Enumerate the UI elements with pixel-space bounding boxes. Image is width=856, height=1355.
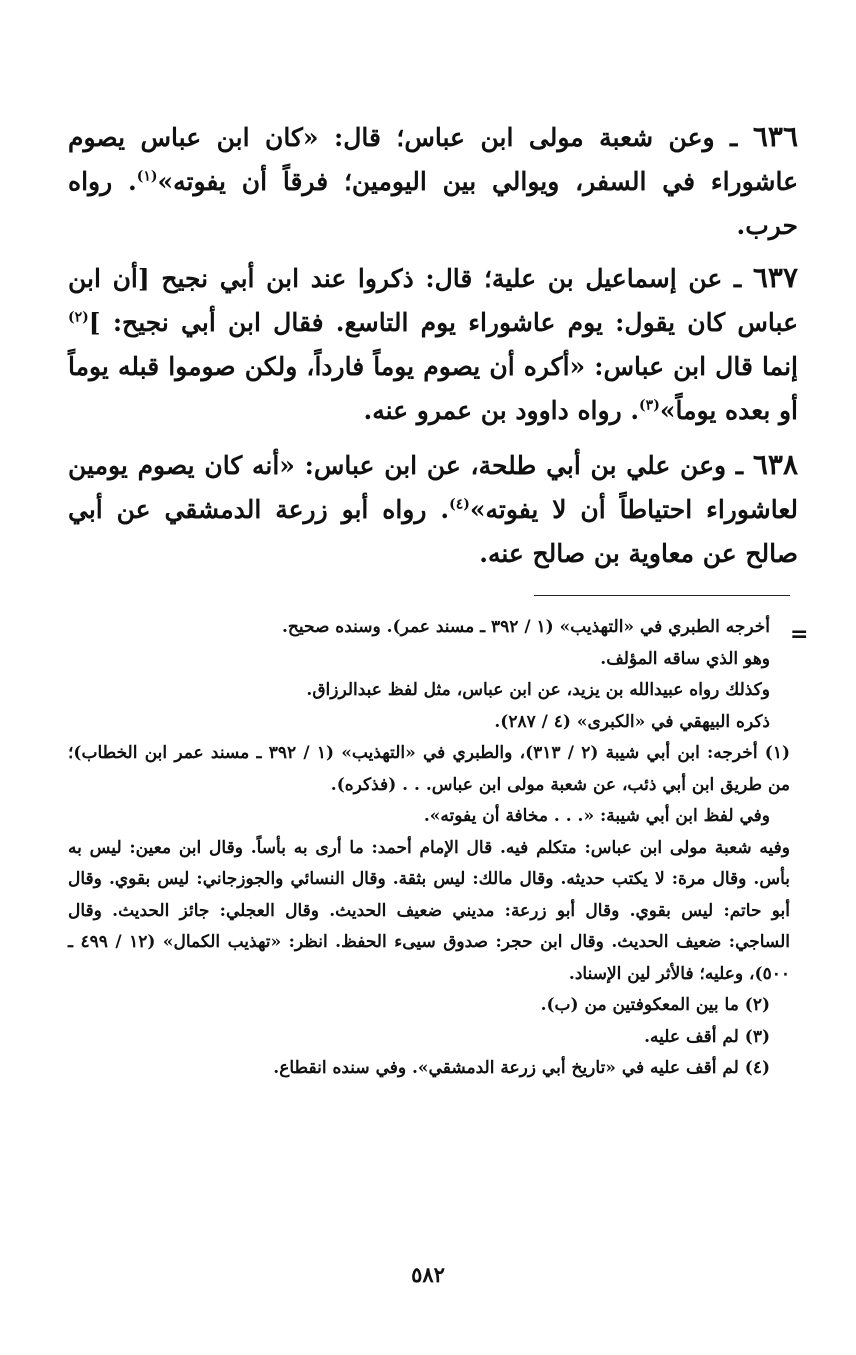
entry-text: عن إسماعيل بن علية؛ قال: ذكروا عند ابن أبي نجيح [أن ابن عباس كان يقول: يوم عاشوراء يوم التاسع. فقال ابن أبي نجيح: ] <box>68 264 798 337</box>
continuation-mark: = <box>790 622 809 647</box>
entry-text: وعن شعبة مولى ابن عباس؛ قال: «كان ابن عباس يصوم عاشوراء في السفر، ويوالي بين اليومين؛ فرقاً أن يفوته» <box>68 123 798 196</box>
main-text <box>68 115 798 584</box>
entry-638 <box>68 443 798 576</box>
footnote-line: وفيه شعبة مولى ابن عباس: متكلم فيه. قال الإمام أحمد: ما أرى به بأساً. وقال ابن معين: ليس به بأس. وقال مرة: لا يكتب حديثه. وقال مالك: ليس بثقة. وقال النسائي والجوزجاني: ليس بقوي. وقال أبو حاتم: ليس بقوي. وقال أبو زرعة: مديني ضعيف الحديث. وقال العجلي: جائز الحديث. وقال الساجي: ضعيف الحديث. وقال ابن حجر: صدوق سيىء الحفظ. انظر: «تهذيب الكمال» (١٢ / ٤٩٩ ـ ٥٠٠)، وعليه؛ فالأثر لين الإسناد. <box>68 837 790 984</box>
entry-tail: . رواه داوود بن عمرو عنه. <box>363 396 640 425</box>
entry-dash: ـ <box>714 123 753 152</box>
footnote-line: وكذلك رواه عبيدالله بن يزيد، عن ابن عباس، مثل لفظ عبدالرزاق. <box>306 680 770 700</box>
footnote-1: (١) أخرجه: ابن أبي شيبة (٢ / ٣١٣)، والطبري في «التهذيب» (١ / ٣٩٢ ـ مسند عمر ابن الخطاب)؛ من طريق ابن أبي ذئب، عن شعبة مولى ابن عباس. . . (فذكره). <box>68 743 791 795</box>
footnote-line: أخرجه الطبري في «التهذيب» (١ / ٣٩٢ ـ مسند عمر). وسنده صحيح. <box>281 617 770 637</box>
entry-number: ٦٣٦ <box>752 120 798 153</box>
entry-number: ٦٣٧ <box>752 261 798 294</box>
footnote-line: وهو الذي ساقه المؤلف. <box>600 648 770 669</box>
footnotes <box>68 612 790 1085</box>
entry-number: ٦٣٨ <box>752 448 798 481</box>
footnote-line: ذكره البيهقي في «الكبرى» (٤ / ٢٨٧). <box>494 711 770 732</box>
footnote-4: (٤) لم أقف عليه في «تاريخ أبي زرعة الدمشقي». وفي سنده انقطاع. <box>273 1058 770 1078</box>
footnote-separator <box>534 595 790 596</box>
footnote-ref: (٣) <box>639 397 660 414</box>
entry-dash: ـ <box>726 451 753 480</box>
footnote-2: (٢) ما بين المعكوفتين من (ب). <box>540 995 770 1015</box>
footnote-line: وفي لفظ ابن أبي شيبة: «. . . مخافة أن يفوته». <box>423 806 770 826</box>
entry-637 <box>68 256 798 433</box>
page-number: ٥٨٢ <box>411 1262 445 1287</box>
footnote-ref: (١) <box>136 168 158 185</box>
footnote-ref: (٢) <box>68 309 89 326</box>
entry-text-continued: إنما قال ابن عباس: «أكره أن يصوم يوماً فارداً، ولكن صوموا قبله يوماً أو بعده يوماً» <box>68 352 798 425</box>
entry-tail: . رواه أبو زرعة الدمشقي عن أبي صالح عن معاوية بن صالح عنه. <box>68 495 798 568</box>
entry-dash: ـ <box>722 264 753 293</box>
footnote-3: (٣) لم أقف عليه. <box>644 1026 770 1047</box>
entry-636 <box>68 115 798 248</box>
footnote-ref: (٤) <box>449 496 470 513</box>
entry-text: وعن علي بن أبي طلحة، عن ابن عباس: «أنه كان يصوم يومين لعاشوراء احتياطاً أن لا يفوته» <box>68 451 799 524</box>
entry-tail: . رواه حرب. <box>68 167 798 240</box>
